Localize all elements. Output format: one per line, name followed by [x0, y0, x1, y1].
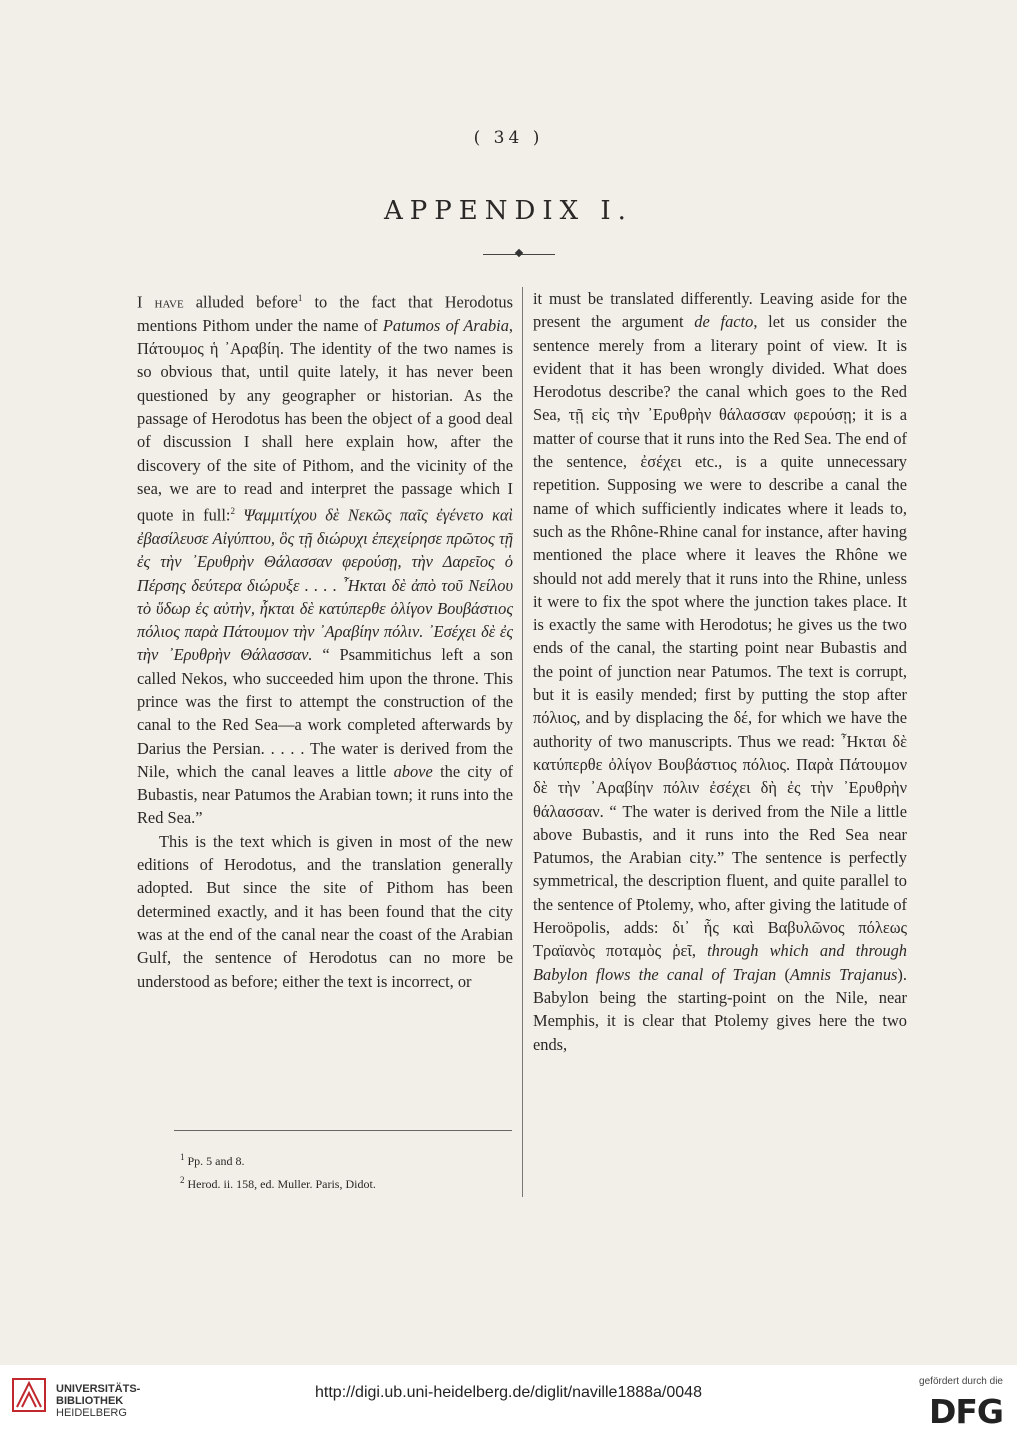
library-line-2: BIBLIOTHEK	[56, 1395, 124, 1407]
library-line-3: HEIDELBERG	[56, 1407, 127, 1419]
text-run: to the fact that Herodotus mentions Pithom under the name of	[137, 292, 513, 335]
left-paragraph-1	[137, 287, 513, 830]
funder-caption: gefördert durch die	[919, 1376, 1003, 1387]
italic-run: Amnis Trajanus	[789, 964, 898, 984]
page-number: ( 34 )	[473, 128, 544, 148]
italic-run: Patumos of Arabia	[382, 315, 509, 335]
text-run: the city of Bubastis, near Patumos the Arabian town; it runs into the Red Sea.”	[137, 761, 513, 828]
footnote-ref-1: 1	[297, 293, 303, 303]
left-column	[137, 287, 513, 993]
text-run: “ Psammitichus left a son called Nekos, who succeeded him upon the throne. This prince was the first to attempt the construction of the canal to the Red Sea—a work completed afterwards by Darius the Persian. . . . . The water is derived from the Nile, which the canal leaves a little	[137, 645, 513, 781]
footnote-rule	[174, 1130, 512, 1131]
footnote-ref-2: 2	[230, 506, 235, 517]
text-run: , Πάτουμος ἡ ᾿Αραβίη. The identity of the two names is so obvious that, until quite lately, it has never been questioned by any geographer or historian. As the passage of Herodotus has been the object of a good deal of discussion I shall here explain how, after the discovery of the site of Pithom, and the vicinity of the sea, we are to read and interpret the passage which I quote in full:	[137, 315, 513, 525]
drop-lead: I have	[137, 292, 184, 312]
left-paragraph-2: This is the text which is given in most of the new editions of Herodotus, and the translation generally adopted. But since the site of Pithom has been determined exactly, and it has been found that the city was at the end of the canal near the coast of the Arabian Gulf, the sentence of Herodotus can no more be understood as before; either the text is incorrect, or	[137, 831, 513, 991]
text-run: ). Babylon being the starting-point on the Nile, near Memphis, it is clear that Ptolemy gives here the two ends,	[533, 964, 907, 1054]
text-run: , let us consider the sentence merely from a literary point of view. It is evident that it has been wrongly divided. What does Herodotus describe? the canal which goes to the Red Sea, τῇ εἰς τὴν ᾿Ερυθρὴν θάλασσαν φερούσῃ; it is a matter of course that it runs into the Red Sea. The end of the sentence, ἐσέχει etc., is a quite unnecessary repetition. Supposing we were to describe a canal the name of which sufficiently indicates where it leads to, such as the Rhône-Rhine canal for instance, after having mentioned the place where it leaves the Rhône we should not add merely that it runs into the Rhine, unless it were to fix the spot where the junction takes place. It is exactly the same with Herodotus; he gives us the two ends of the canal, the starting point near Bubastis and the point of junction near Patumos. The text is corrupt, but it is easily mended; first by putting the stop after πόλιος, and by displacing the δέ, for which we have the authority of two manuscripts. Thus we read: ῏Ηκται δὲ κατύπερθε ὀλίγον Βουβάστιος πόλιος. Παρὰ Πάτουμον δὲ τὴν ᾿Αραβίην πόλιν ἐσέχει δὴ ἐς τὴν ᾿Ερυθρὴν θάλασσαν. “ The water is derived from the Nile a little above Bubastis, and it runs into the Red Sea near Patumos, the Arabian city.” The sentence is perfectly symmetrical, the description fluent, and quite parallel to the sentence of Ptolemy, who, after giving the latitude of Heroöpolis, adds: δι᾿ ἧς καὶ Βαβυλῶνος πόλεως Τραϊανὸς ποταμὸς ῥεῖ,	[533, 312, 908, 961]
library-line-1: UNIVERSITÄTS-	[56, 1383, 141, 1395]
text-run: it must be translated differently. Leaving aside for the present the argument	[533, 289, 907, 332]
right-paragraph	[533, 287, 907, 1056]
permalink-url[interactable]: http://digi.ub.uni-heidelberg.de/diglit/naville1888a/0048	[315, 1384, 702, 1401]
footnote-mark: 2	[180, 1175, 185, 1185]
footnote-mark: 1	[180, 1152, 185, 1162]
footnote-text: Pp. 5 and 8.	[187, 1154, 245, 1168]
italic-run: above	[393, 761, 433, 781]
italic-run: de facto	[694, 312, 754, 332]
footnote-2	[180, 1171, 510, 1194]
footnote-1	[180, 1148, 510, 1171]
italic-run: through which and through Babylon flows the canal of Trajan	[533, 941, 907, 984]
right-column	[533, 287, 907, 1056]
footnote-text: Herod. ii. 158, ed. Muller. Paris, Didot.	[187, 1177, 376, 1191]
text-run: alluded before	[183, 292, 298, 312]
footnotes	[180, 1148, 510, 1194]
page-title: APPENDIX I.	[384, 196, 633, 226]
column-divider	[522, 287, 523, 1197]
dfg-logo[interactable]: DFG	[928, 1392, 1003, 1431]
title-ornament	[483, 253, 555, 255]
text-run: (	[776, 964, 790, 984]
viewer-footer	[0, 1365, 1017, 1440]
greek-quote: Ψαμμιτίχου δὲ Νεκῶς παῖς ἐγένετο καὶ ἐβασίλευσε Αἰγύπτου, ὃς τῇ διώρυχι ἐπεχείρησε πρῶτος τῇ ἐς τὴν ᾿Ερυθρὴν Θάλασσαν φερούσῃ, τὴν Δαρεῖος ὁ Πέρσης δεύτερα διώρυξε . . . . ῏Ηκται δὲ ἀπὸ τοῦ Νείλου τὸ ὕδωρ ἐς αὐτὴν, ἧκται δὲ κατύπερθε ὀλίγον Βουβάστιος πόλιος παρὰ Πάτουμον τὴν ᾿Αραβίην πόλιν. ᾿Εσέχει δὲ ἐς τὴν ᾿Ερυθρὴν Θάλασσαν.	[137, 505, 513, 665]
